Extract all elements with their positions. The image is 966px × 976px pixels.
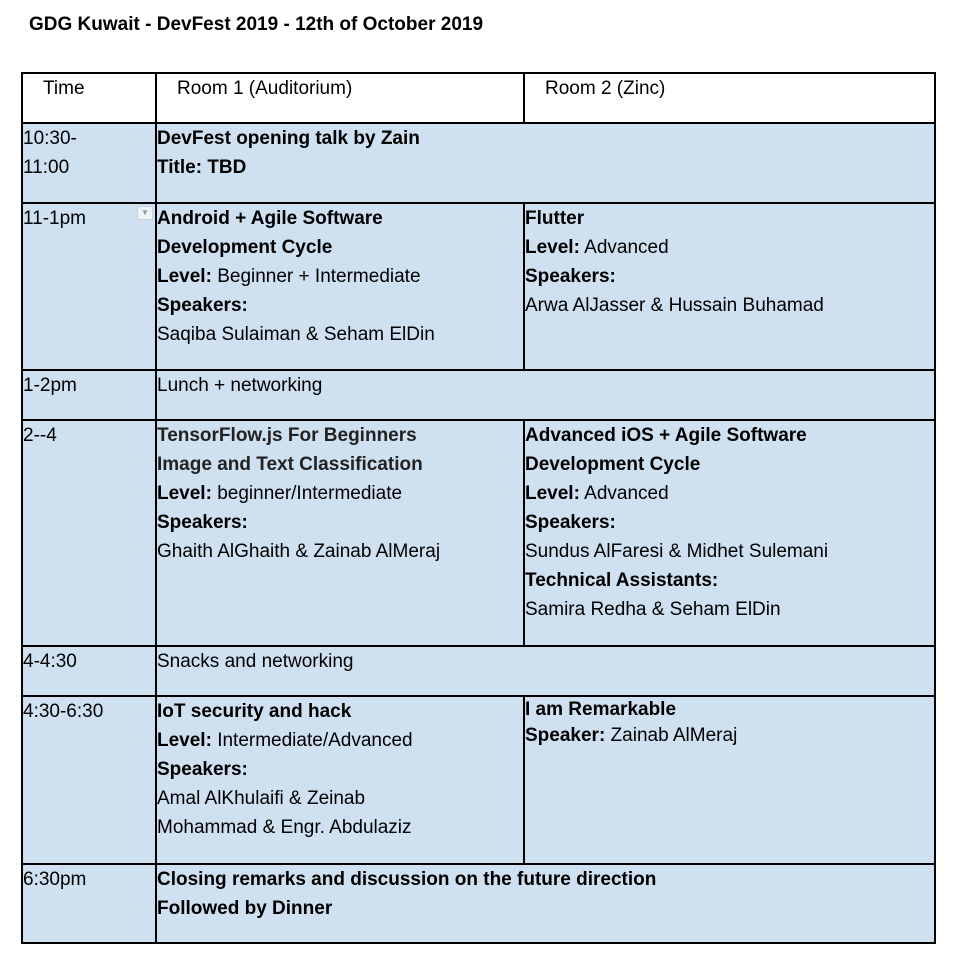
room1-session-cell[interactable]: Android + Agile Software Development Cycle Level: Beginner + Intermediate Speakers: Saqiba Sulaiman & Seham ElDin [156, 203, 524, 370]
table-row [22, 420, 935, 646]
time-cell[interactable]: 10:30- 11:00 [22, 123, 156, 203]
time-cell[interactable]: 1-2pm [22, 370, 156, 420]
table-header-row [22, 73, 935, 123]
room1-session-cell[interactable]: IoT security and hack Level: Intermediate/Advanced Speakers: Amal AlKhulaifi & Zeinab Mohammad & Engr. Abdulaziz [156, 696, 524, 864]
dropdown-arrow-icon[interactable]: ▼ [137, 206, 153, 220]
table-row [22, 123, 935, 203]
table-row [22, 864, 935, 943]
room1-session-cell[interactable]: TensorFlow.js For Beginners Image and Text Classification Level: beginner/Intermediate Speakers: Ghaith AlGhaith & Zainab AlMeraj [156, 420, 524, 646]
table-row [22, 370, 935, 420]
room2-session-cell[interactable]: Flutter Level: Advanced Speakers: Arwa AlJasser & Hussain Buhamad [524, 203, 935, 370]
room2-session-cell[interactable]: I am Remarkable Speaker: Zainab AlMeraj [524, 696, 935, 864]
header-room2: Room 2 (Zinc) [524, 73, 935, 123]
snacks-cell[interactable]: Snacks and networking [156, 646, 935, 696]
table-row [22, 646, 935, 696]
time-cell[interactable]: 4:30-6:30 [22, 696, 156, 864]
time-cell[interactable]: 2--4 [22, 420, 156, 646]
session-subtitle: Title: TBD [157, 157, 247, 178]
opening-session-cell[interactable] [156, 123, 935, 203]
page-title: GDG Kuwait - DevFest 2019 - 12th of October 2019 [29, 14, 484, 35]
schedule-table [21, 72, 936, 944]
table-row [22, 203, 935, 370]
room2-session-cell[interactable]: Advanced iOS + Agile Software Development Cycle Level: Advanced Speakers: Sundus AlFaresi & Midhet Sulemani Technical Assistants: Samira Redha & Seham ElDin [524, 420, 935, 646]
header-time: Time [22, 73, 156, 123]
time-cell[interactable]: 4-4:30 [22, 646, 156, 696]
lunch-cell[interactable]: Lunch + networking [156, 370, 935, 420]
table-row [22, 696, 935, 864]
time-cell[interactable]: 11-1pm ▼ [22, 203, 156, 370]
header-room1: Room 1 (Auditorium) [156, 73, 524, 123]
time-cell[interactable]: 6:30pm [22, 864, 156, 943]
closing-session-cell[interactable]: Closing remarks and discussion on the future direction Followed by Dinner [156, 864, 935, 943]
session-title: DevFest opening talk by Zain [157, 128, 420, 149]
